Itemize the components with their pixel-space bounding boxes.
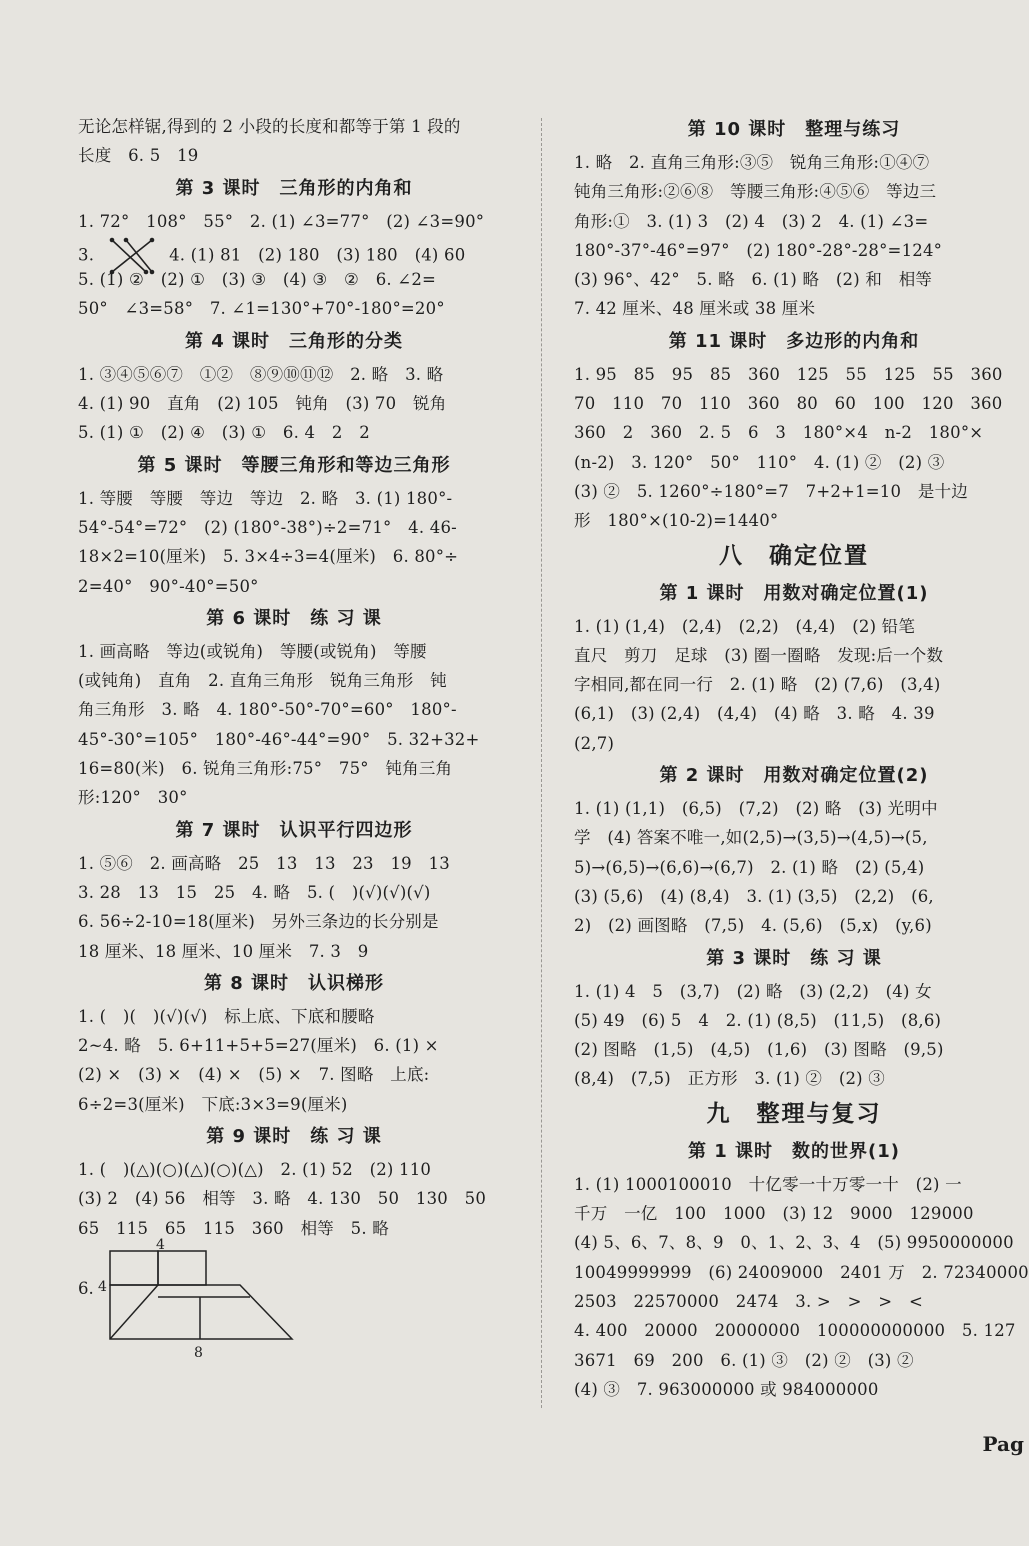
lesson-title: 第 6 课时 练 习 课	[206, 607, 382, 629]
answer-line: (2) 图略 (1,5) (4,5) (1,6) (3) 图略 (9,5)	[574, 1040, 944, 1060]
answer-line: (2) × (3) × (4) × (5) × 7. 图略 上底:	[78, 1065, 430, 1085]
answer-line: 16=80(米) 6. 锐角三角形:75° 75° 钝角三角	[78, 759, 453, 779]
answer-line: (3) 2 (4) 56 相等 3. 略 4. 130 50 130 50	[78, 1189, 487, 1209]
answer-line: 50° ∠3=58° 7. ∠1=130°+70°-180°=20°	[78, 299, 445, 319]
answer-line: 字相同,都在同一行 2. (1) 略 (2) (7,6) (3,4)	[574, 675, 941, 695]
answer-line: 1. ( )(△)(○)(△)(○)(△) 2. (1) 52 (2) 110	[78, 1160, 432, 1180]
answer-line: 5. (1) ① (2) ④ (3) ① 6. 4 2 2	[78, 423, 370, 443]
lesson-title: 第 4 课时 三角形的分类	[184, 330, 404, 352]
lesson-title: 第 3 课时 三角形的内角和	[175, 177, 413, 199]
answer-line: 180°-37°-46°=97° (2) 180°-28°-28°=124°	[574, 240, 943, 260]
answer-line: (5) 49 (6) 5 4 2. (1) (8,5) (11,5) (8,6)	[574, 1010, 942, 1030]
page-tab: Pag	[982, 1432, 1024, 1456]
answer-line: 5. (1) ② (2) ① (3) ③ (4) ③ ② 6. ∠2=	[78, 270, 437, 290]
answer-line: 3. 28 13 15 25 4. 略 5. ( )(√)(√)(√)	[78, 882, 431, 902]
answer-line: 钝角三角形:②⑥⑧ 等腰三角形:④⑤⑥ 等边三	[574, 182, 937, 202]
answer-line: 直尺 剪刀 足球 (3) 圈一圈略 发现:后一个数	[574, 645, 944, 665]
trapezoid-figure-row	[78, 1236, 510, 1363]
answer-line: (6,1) (3) (2,4) (4,4) (4) 略 3. 略 4. 39	[574, 704, 935, 724]
answer-line: (4) 5、6、7、8、9 0、1、2、3、4 (5) 9950000000	[574, 1233, 1014, 1253]
answer-line: 5)→(6,5)→(6,6)→(6,7) 2. (1) 略 (2) (5,4)	[574, 857, 925, 877]
answer-line: 2) (2) 画图略 (7,5) 4. (5,6) (5,x) (y,6)	[574, 916, 932, 936]
answer-line: 1. ( )( )(√)(√) 标上底、下底和腰略	[78, 1006, 375, 1026]
answer-line: (n-2) 3. 120° 50° 110° 4. (1) ② (2) ③	[574, 452, 945, 472]
right-column	[574, 112, 1029, 1404]
q6-label: 6.	[78, 1278, 94, 1298]
answer-line: 1. ⑤⑥ 2. 画高略 25 13 13 23 19 13	[78, 853, 450, 873]
answer-line: 360 2 360 2. 5 6 3 180°×4 n-2 180°×	[574, 423, 984, 443]
answer-line: 2~4. 略 5. 6+11+5+5=27(厘米) 6. (1) ×	[78, 1036, 439, 1056]
answer-line: (3) ② 5. 1260°÷180°=7 7+2+1=10 是十边	[574, 481, 969, 501]
fig-label-top: 4	[156, 1236, 165, 1253]
lesson-title: 第 9 课时 练 习 课	[206, 1126, 382, 1148]
fig-label-bottom: 8	[194, 1344, 203, 1361]
lesson-title: 第 2 课时 用数对确定位置(2)	[659, 765, 929, 787]
answer-line: 1. 72° 108° 55° 2. (1) ∠3=77° (2) ∠3=90°	[78, 211, 485, 231]
answer-line: 1. 略 2. 直角三角形:③⑤ 锐角三角形:①④⑦	[574, 153, 930, 172]
chapter-title: 九 整理与复习	[706, 1100, 882, 1127]
answer-line: 2503 22570000 2474 3. > > > <	[574, 1291, 924, 1311]
answer-line: 10049999999 (6) 24009000 2401 万 2. 72340000	[574, 1262, 1029, 1282]
answer-line: 3671 69 200 6. (1) ③ (2) ② (3) ②	[574, 1350, 914, 1370]
chapter-title: 八 确定位置	[719, 542, 869, 569]
answer-line: 形 180°×(10-2)=1440°	[574, 511, 779, 531]
left-column	[78, 112, 510, 1363]
answer-line: 6÷2=3(厘米) 下底:3×3=9(厘米)	[78, 1094, 348, 1114]
answer-line: 4. (1) 90 直角 (2) 105 钝角 (3) 70 锐角	[78, 394, 447, 414]
answer-line: 4. 400 20000 20000000 100000000000 5. 127	[574, 1321, 1016, 1341]
lesson-title: 第 8 课时 认识梯形	[203, 972, 385, 994]
answer-line: 角三角形 3. 略 4. 180°-50°-70°=60° 180°-	[78, 700, 457, 720]
answer-line: 54°-54°=72° (2) (180°-38°)÷2=71° 4. 46-	[78, 517, 457, 537]
answer-line: 18 厘米、18 厘米、10 厘米 7. 3 9	[78, 941, 369, 961]
answer-line: 6. 56÷2-10=18(厘米) 另外三条边的长分别是	[78, 912, 439, 932]
answer-line: 形:120° 30°	[78, 788, 188, 808]
q3-label: 3.	[78, 245, 95, 265]
answer-line: 1. (1) 4 5 (3,7) (2) 略 (3) (2,2) (4) 女	[574, 981, 932, 1001]
answer-line: 1. (1) (1,1) (6,5) (7,2) (2) 略 (3) 光明中	[574, 799, 938, 819]
answer-line: 学 (4) 答案不唯一,如(2,5)→(3,5)→(4,5)→(5,	[574, 828, 928, 848]
lesson-title: 第 1 课时 用数对确定位置(1)	[659, 582, 929, 604]
lesson-title: 第 5 课时 等腰三角形和等边三角形	[137, 454, 451, 476]
answer-line: (2,7)	[574, 733, 615, 753]
lesson-title: 第 10 课时 整理与练习	[687, 119, 901, 140]
answer-line: (3) (5,6) (4) (8,4) 3. (1) (3,5) (2,2) (6,	[574, 886, 934, 906]
answer-line: 1. (1) 1000100010 十亿零一十万零一十 (2) 一	[574, 1174, 962, 1194]
answer-line-q3	[78, 236, 510, 265]
answer-line: 1. 画高略 等边(或锐角) 等腰(或锐角) 等腰	[78, 641, 427, 661]
intro-line: 无论怎样锯,得到的 2 小段的长度和都等于第 1 段的	[78, 117, 461, 136]
answer-line: 1. 95 85 95 85 360 125 55 125 55 360	[574, 364, 1003, 384]
answer-line: 7. 42 厘米、48 厘米或 38 厘米	[574, 299, 816, 319]
answer-line: 65 115 65 115 360 相等 5. 略	[78, 1218, 389, 1238]
lesson-title: 第 1 课时 数的世界(1)	[687, 1140, 901, 1162]
column-divider	[541, 118, 542, 1408]
lesson-title: 第 3 课时 练 习 课	[706, 947, 882, 969]
answer-line: 1. ③④⑤⑥⑦ ①② ⑧⑨⑩⑪⑫ 2. 略 3. 略	[78, 364, 444, 384]
lesson-title: 第 11 课时 多边形的内角和	[668, 330, 920, 352]
lesson-title: 第 7 课时 认识平行四边形	[175, 819, 413, 841]
intro-line: 长度 6. 5 19	[78, 146, 199, 166]
answer-line: 角形:① 3. (1) 3 (2) 4 (3) 2 4. (1) ∠3=	[574, 211, 929, 231]
answer-line: 1. 等腰 等腰 等边 等边 2. 略 3. (1) 180°-	[78, 488, 453, 508]
trapezoid-figure	[98, 1236, 304, 1363]
answer-line: 千万 一亿 100 1000 (3) 12 9000 129000	[574, 1204, 974, 1224]
answer-line: (8,4) (7,5) 正方形 3. (1) ② (2) ③	[574, 1069, 885, 1089]
answer-line: 1. (1) (1,4) (2,4) (2,2) (4,4) (2) 铅笔	[574, 616, 916, 636]
answer-text: 4. (1) 81 (2) 180 (3) 180 (4) 60	[169, 245, 466, 265]
fig-label-left: 4	[98, 1278, 107, 1295]
answer-line: 45°-30°=105° 180°-46°-44°=90° 5. 32+32+	[78, 729, 480, 749]
answer-line: 70 110 70 110 360 80 60 100 120 360	[574, 394, 1003, 414]
answer-line: 18×2=10(厘米) 5. 3×4÷3=4(厘米) 6. 80°÷	[78, 547, 459, 567]
answer-line: 2=40° 90°-40°=50°	[78, 576, 259, 596]
answer-line: (或钝角) 直角 2. 直角三角形 锐角三角形 钝	[78, 671, 447, 691]
answer-line: (3) 96°、42° 5. 略 6. (1) 略 (2) 和 相等	[574, 270, 933, 290]
answer-line: (4) ③ 7. 963000000 或 984000000	[574, 1379, 879, 1399]
